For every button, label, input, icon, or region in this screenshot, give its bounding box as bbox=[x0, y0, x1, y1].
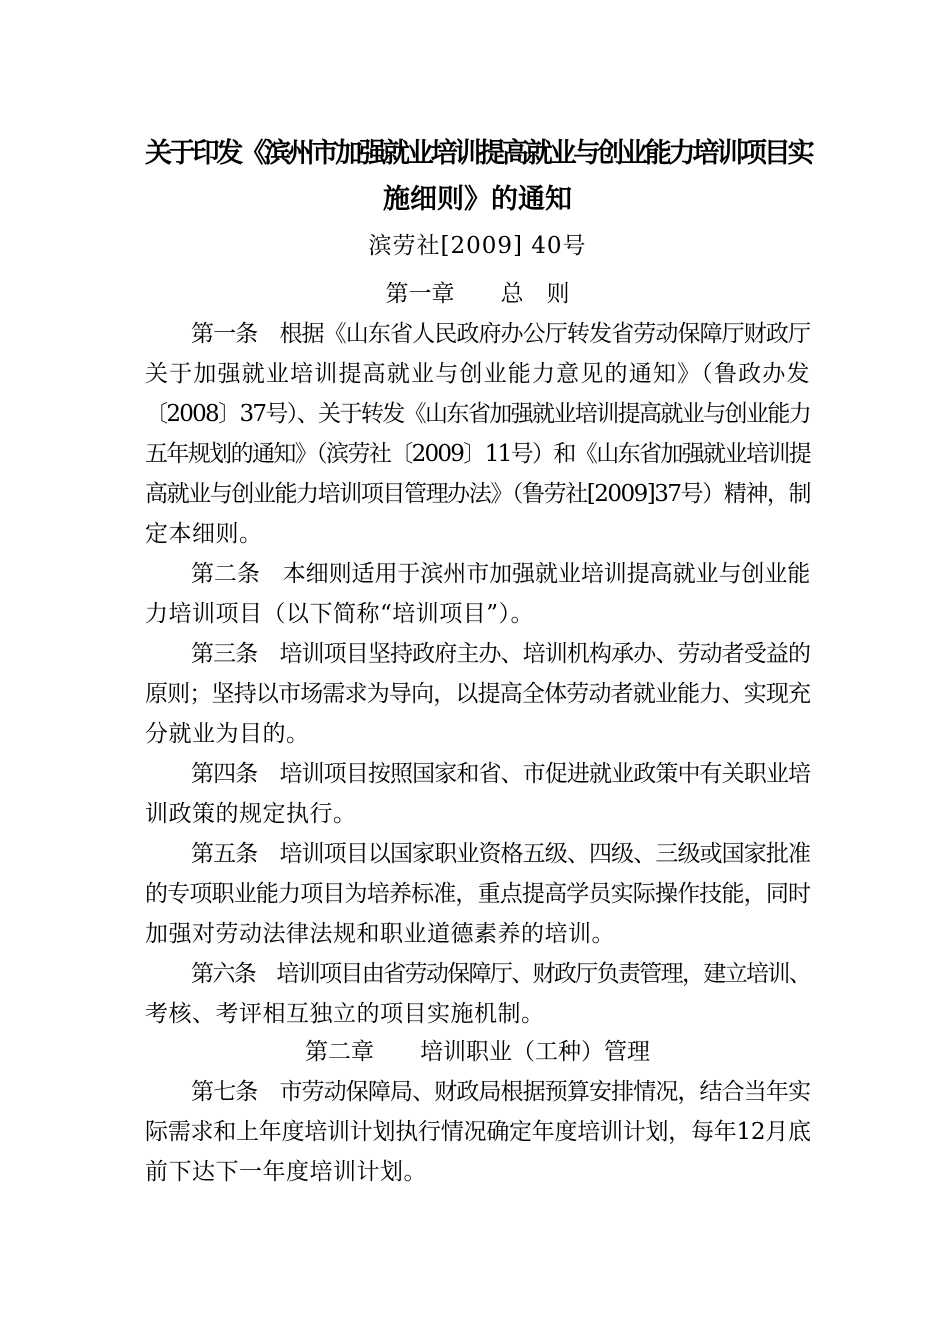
paragraph-line: 第三条 培训项目坚持政府主办、培训机构承办、劳动者受益的 bbox=[191, 641, 810, 667]
paragraph-line: 的专项职业能力项目为培养标准，重点提高学员实际操作技能，同时 bbox=[145, 881, 810, 907]
paragraph-line: 第七条 市劳动保障局、财政局根据预算安排情况，结合当年实 bbox=[191, 1079, 810, 1105]
paragraph-line: 第二条 本细则适用于滨州市加强就业培训提高就业与创业能 bbox=[191, 561, 810, 587]
paragraph-line: 际需求和上年度培训计划执行情况确定年度培训计划，每年12月底 bbox=[145, 1119, 811, 1145]
paragraph-line: 分就业为目的。 bbox=[145, 721, 310, 747]
paragraph-line: 高就业与创业能力培训项目管理办法》（鲁劳社[2009]37号）精神，制 bbox=[145, 481, 810, 507]
document-title-line-1: 关于印发《滨州市加强就业培训提高就业与创业能力培训项目实 bbox=[145, 138, 812, 169]
paragraph-line: 关于加强就业培训提高就业与创业能力意见的通知》（鲁政办发 bbox=[145, 361, 810, 387]
paragraph-line: 第六条 培训项目由省劳动保障厅、财政厅负责管理，建立培训、 bbox=[191, 961, 810, 987]
paragraph-line: 第一条 根据《山东省人民政府办公厅转发省劳动保障厅财政厅 bbox=[191, 321, 810, 347]
paragraph-line: 第五条 培训项目以国家职业资格五级、四级、三级或国家批准 bbox=[191, 841, 810, 867]
paragraph-line: 定本细则。 bbox=[145, 521, 263, 547]
paragraph-line: 力培训项目（以下简称“培训项目”）。 bbox=[145, 601, 535, 627]
paragraph-line: 〔2008〕37号）、关于转发《山东省加强就业培训提高就业与创业能力 bbox=[145, 401, 810, 427]
paragraph-line: 训政策的规定执行。 bbox=[145, 801, 357, 827]
paragraph-line: 原则；坚持以市场需求为导向，以提高全体劳动者就业能力、实现充 bbox=[145, 681, 810, 707]
paragraph-line: 五年规划的通知》（滨劳社〔2009〕11号）和《山东省加强就业培训提 bbox=[145, 441, 810, 467]
document-number: 滨劳社[2009] 40号 bbox=[368, 233, 587, 259]
paragraph-line: 前下达下一年度培训计划。 bbox=[145, 1159, 427, 1185]
chapter-heading: 第一章 总 则 bbox=[385, 281, 570, 307]
chapter-heading: 第二章 培训职业（工种）管理 bbox=[305, 1039, 650, 1065]
paragraph-line: 第四条 培训项目按照国家和省、市促进就业政策中有关职业培 bbox=[191, 761, 810, 787]
paragraph-line: 考核、考评相互独立的项目实施机制。 bbox=[145, 1001, 545, 1027]
paragraph-line: 加强对劳动法律法规和职业道德素养的培训。 bbox=[145, 921, 615, 947]
document-title-line-2: 施细则》的通知 bbox=[383, 184, 572, 215]
